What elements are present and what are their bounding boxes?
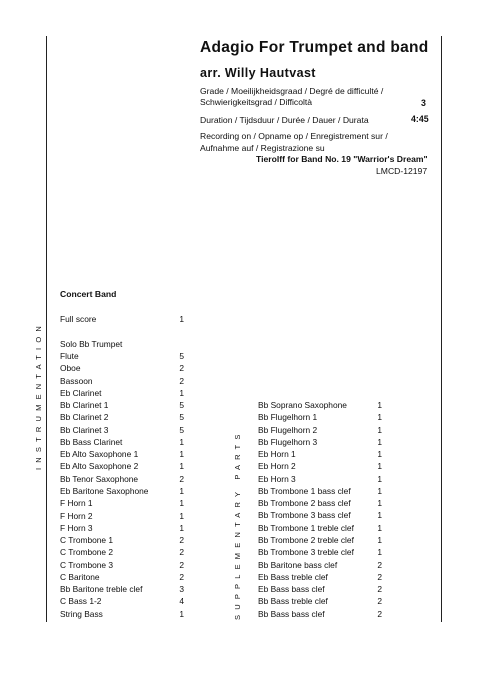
instrumentation-part-quantity: 2	[179, 547, 184, 558]
instrumentation-part-quantity: 1	[179, 461, 184, 472]
grade-value: 3	[421, 98, 426, 108]
instrumentation-part-name: String Bass	[60, 608, 103, 619]
instrumentation-part-name: Bb Tenor Saxophone	[60, 473, 139, 484]
instrumentation-part-name: Bassoon	[60, 375, 93, 386]
instrumentation-part-quantity: 1	[179, 608, 184, 619]
supplementary-part-name: Eb Horn 2	[258, 461, 296, 472]
supplementary-part-quantity: 1	[377, 498, 382, 509]
supplementary-part-name: Bb Trombone 1 treble clef	[258, 522, 354, 533]
instrumentation-part-quantity: 1	[179, 387, 184, 398]
instrumentation-part-quantity: 1	[179, 498, 184, 509]
instrumentation-part-name: Eb Alto Saxophone 1	[60, 449, 139, 460]
instrumentation-part-name: Bb Clarinet 3	[60, 424, 109, 435]
left-divider-line	[46, 36, 47, 622]
supplementary-part-name: Bb Soprano Saxophone	[258, 400, 347, 410]
supplementary-part-quantity: 1	[377, 424, 382, 435]
instrumentation-part-name: Bb Baritone treble clef	[60, 584, 143, 595]
supplementary-part-quantity: 1	[377, 412, 382, 423]
supplementary-part-name: Bb Flugelhorn 2	[258, 424, 318, 435]
supplementary-part-quantity: 1	[377, 522, 382, 533]
recording-label-line2: Aufnahme auf / Registrazione su	[200, 143, 325, 153]
instrumentation-part-quantity: 4	[179, 596, 184, 607]
supplementary-part-name: Bb Trombone 2 bass clef	[258, 498, 351, 509]
supplementary-part-quantity: 2	[377, 608, 382, 619]
instrumentation-part-quantity: 5	[179, 424, 184, 435]
supplementary-part-quantity: 1	[377, 534, 382, 545]
supplementary-part-name: Bb Trombone 2 treble clef	[258, 534, 354, 545]
supplementary-part-quantity: 1	[377, 436, 382, 447]
recording-album: Tierolff for Band No. 19 "Warrior's Dream"	[256, 154, 428, 164]
supplementary-part-name: Bb Trombone 3 bass clef	[258, 510, 351, 521]
supplementary-part-name: Bb Trombone 3 treble clef	[258, 547, 354, 558]
instrumentation-part-quantity: 3	[179, 584, 184, 595]
grade-label-line1: Grade / Moeilijkheidsgraad / Degré de difficulté /	[200, 86, 384, 96]
instrumentation-part-quantity: 1	[179, 436, 184, 447]
supplementary-part-name: Bb Flugelhorn 1	[258, 412, 318, 423]
supplementary-part-quantity: 1	[377, 449, 382, 460]
piece-title: Adagio For Trumpet and band	[200, 39, 429, 56]
supplementary-part-quantity: 1	[377, 461, 382, 472]
instrumentation-part-name: Bb Bass Clarinet	[60, 436, 123, 447]
instrumentation-side-label: INSTRUMENTATION	[34, 321, 43, 470]
supplementary-part-quantity: 1	[377, 485, 382, 496]
instrumentation-part-quantity: 2	[179, 535, 184, 546]
instrumentation-part-name: C Baritone	[60, 571, 100, 582]
recording-label-line1: Recording on / Opname op / Enregistrement sur /	[200, 131, 388, 141]
instrumentation-part-quantity: 5	[179, 412, 184, 423]
supplementary-side-label: SUPPLEMENTARY PARTS	[233, 429, 242, 620]
supplementary-part-name: Bb Bass treble clef	[258, 596, 328, 607]
section-title: Concert Band	[60, 289, 117, 299]
instrumentation-part-name: Eb Baritone Saxophone	[60, 485, 149, 496]
instrumentation-part-quantity: 5	[179, 351, 184, 361]
instrumentation-part-name: Bb Clarinet 2	[60, 412, 109, 423]
instrumentation-part-name: F Horn 1	[60, 498, 93, 509]
instrumentation-part-quantity: 1	[179, 510, 184, 521]
instrumentation-part-name: Full score	[60, 314, 97, 324]
supplementary-part-quantity: 1	[377, 400, 382, 410]
recording-catalog: LMCD-12197	[376, 166, 428, 176]
duration-value: 4:45	[411, 114, 429, 124]
supplementary-part-quantity: 1	[377, 510, 382, 521]
instrumentation-part-quantity: 1	[179, 449, 184, 460]
supplementary-part-quantity: 2	[377, 559, 382, 570]
supplementary-part-quantity: 1	[377, 547, 382, 558]
instrumentation-part-name: Oboe	[60, 363, 81, 374]
supplementary-part-name: Bb Trombone 1 bass clef	[258, 485, 351, 496]
instrumentation-part-name: C Trombone 1	[60, 535, 114, 546]
instrumentation-part-name: F Horn 3	[60, 522, 93, 533]
supplementary-part-quantity: 2	[377, 596, 382, 607]
supplementary-part-name: Bb Flugelhorn 3	[258, 436, 318, 447]
instrumentation-part-name: Eb Clarinet	[60, 387, 102, 398]
duration-label: Duration / Tijdsduur / Durée / Dauer / Durata	[200, 115, 369, 125]
supplementary-part-quantity: 2	[377, 584, 382, 595]
supplementary-part-name: Bb Bass bass clef	[258, 608, 325, 619]
instrumentation-part-quantity: 2	[179, 559, 184, 570]
supplementary-part-name: Eb Bass bass clef	[258, 584, 325, 595]
supplementary-part-name: Eb Horn 3	[258, 473, 296, 484]
supplementary-part-name: Bb Baritone bass clef	[258, 559, 338, 570]
instrumentation-part-quantity: 2	[179, 363, 184, 374]
supplementary-part-quantity: 2	[377, 571, 382, 582]
supplementary-part-name: Eb Horn 1	[258, 449, 296, 460]
instrumentation-part-name: Eb Alto Saxophone 2	[60, 461, 139, 472]
instrumentation-part-name: Bb Clarinet 1	[60, 400, 109, 411]
instrumentation-part-quantity: 5	[179, 400, 184, 411]
instrumentation-part-quantity: 2	[179, 473, 184, 484]
instrumentation-part-quantity: 1	[179, 485, 184, 496]
instrumentation-part-name: F Horn 2	[60, 510, 93, 521]
instrumentation-part-quantity: 2	[179, 571, 184, 582]
instrumentation-part-quantity: 2	[179, 375, 184, 386]
instrumentation-part-name: Flute	[60, 351, 79, 361]
instrumentation-part-name: C Trombone 2	[60, 547, 114, 558]
instrumentation-part-name: Solo Bb Trumpet	[60, 339, 123, 349]
instrumentation-part-name: C Trombone 3	[60, 559, 114, 570]
grade-label-line2: Schwierigkeitsgrad / Difficoltà	[200, 97, 313, 107]
instrumentation-part-name: C Bass 1-2	[60, 596, 102, 607]
instrumentation-part-quantity: 1	[179, 314, 184, 324]
arranger: arr. Willy Hautvast	[200, 66, 316, 80]
supplementary-part-quantity: 1	[377, 473, 382, 484]
right-divider-line	[441, 36, 442, 622]
supplementary-part-name: Eb Bass treble clef	[258, 571, 328, 582]
instrumentation-part-quantity: 1	[179, 522, 184, 533]
